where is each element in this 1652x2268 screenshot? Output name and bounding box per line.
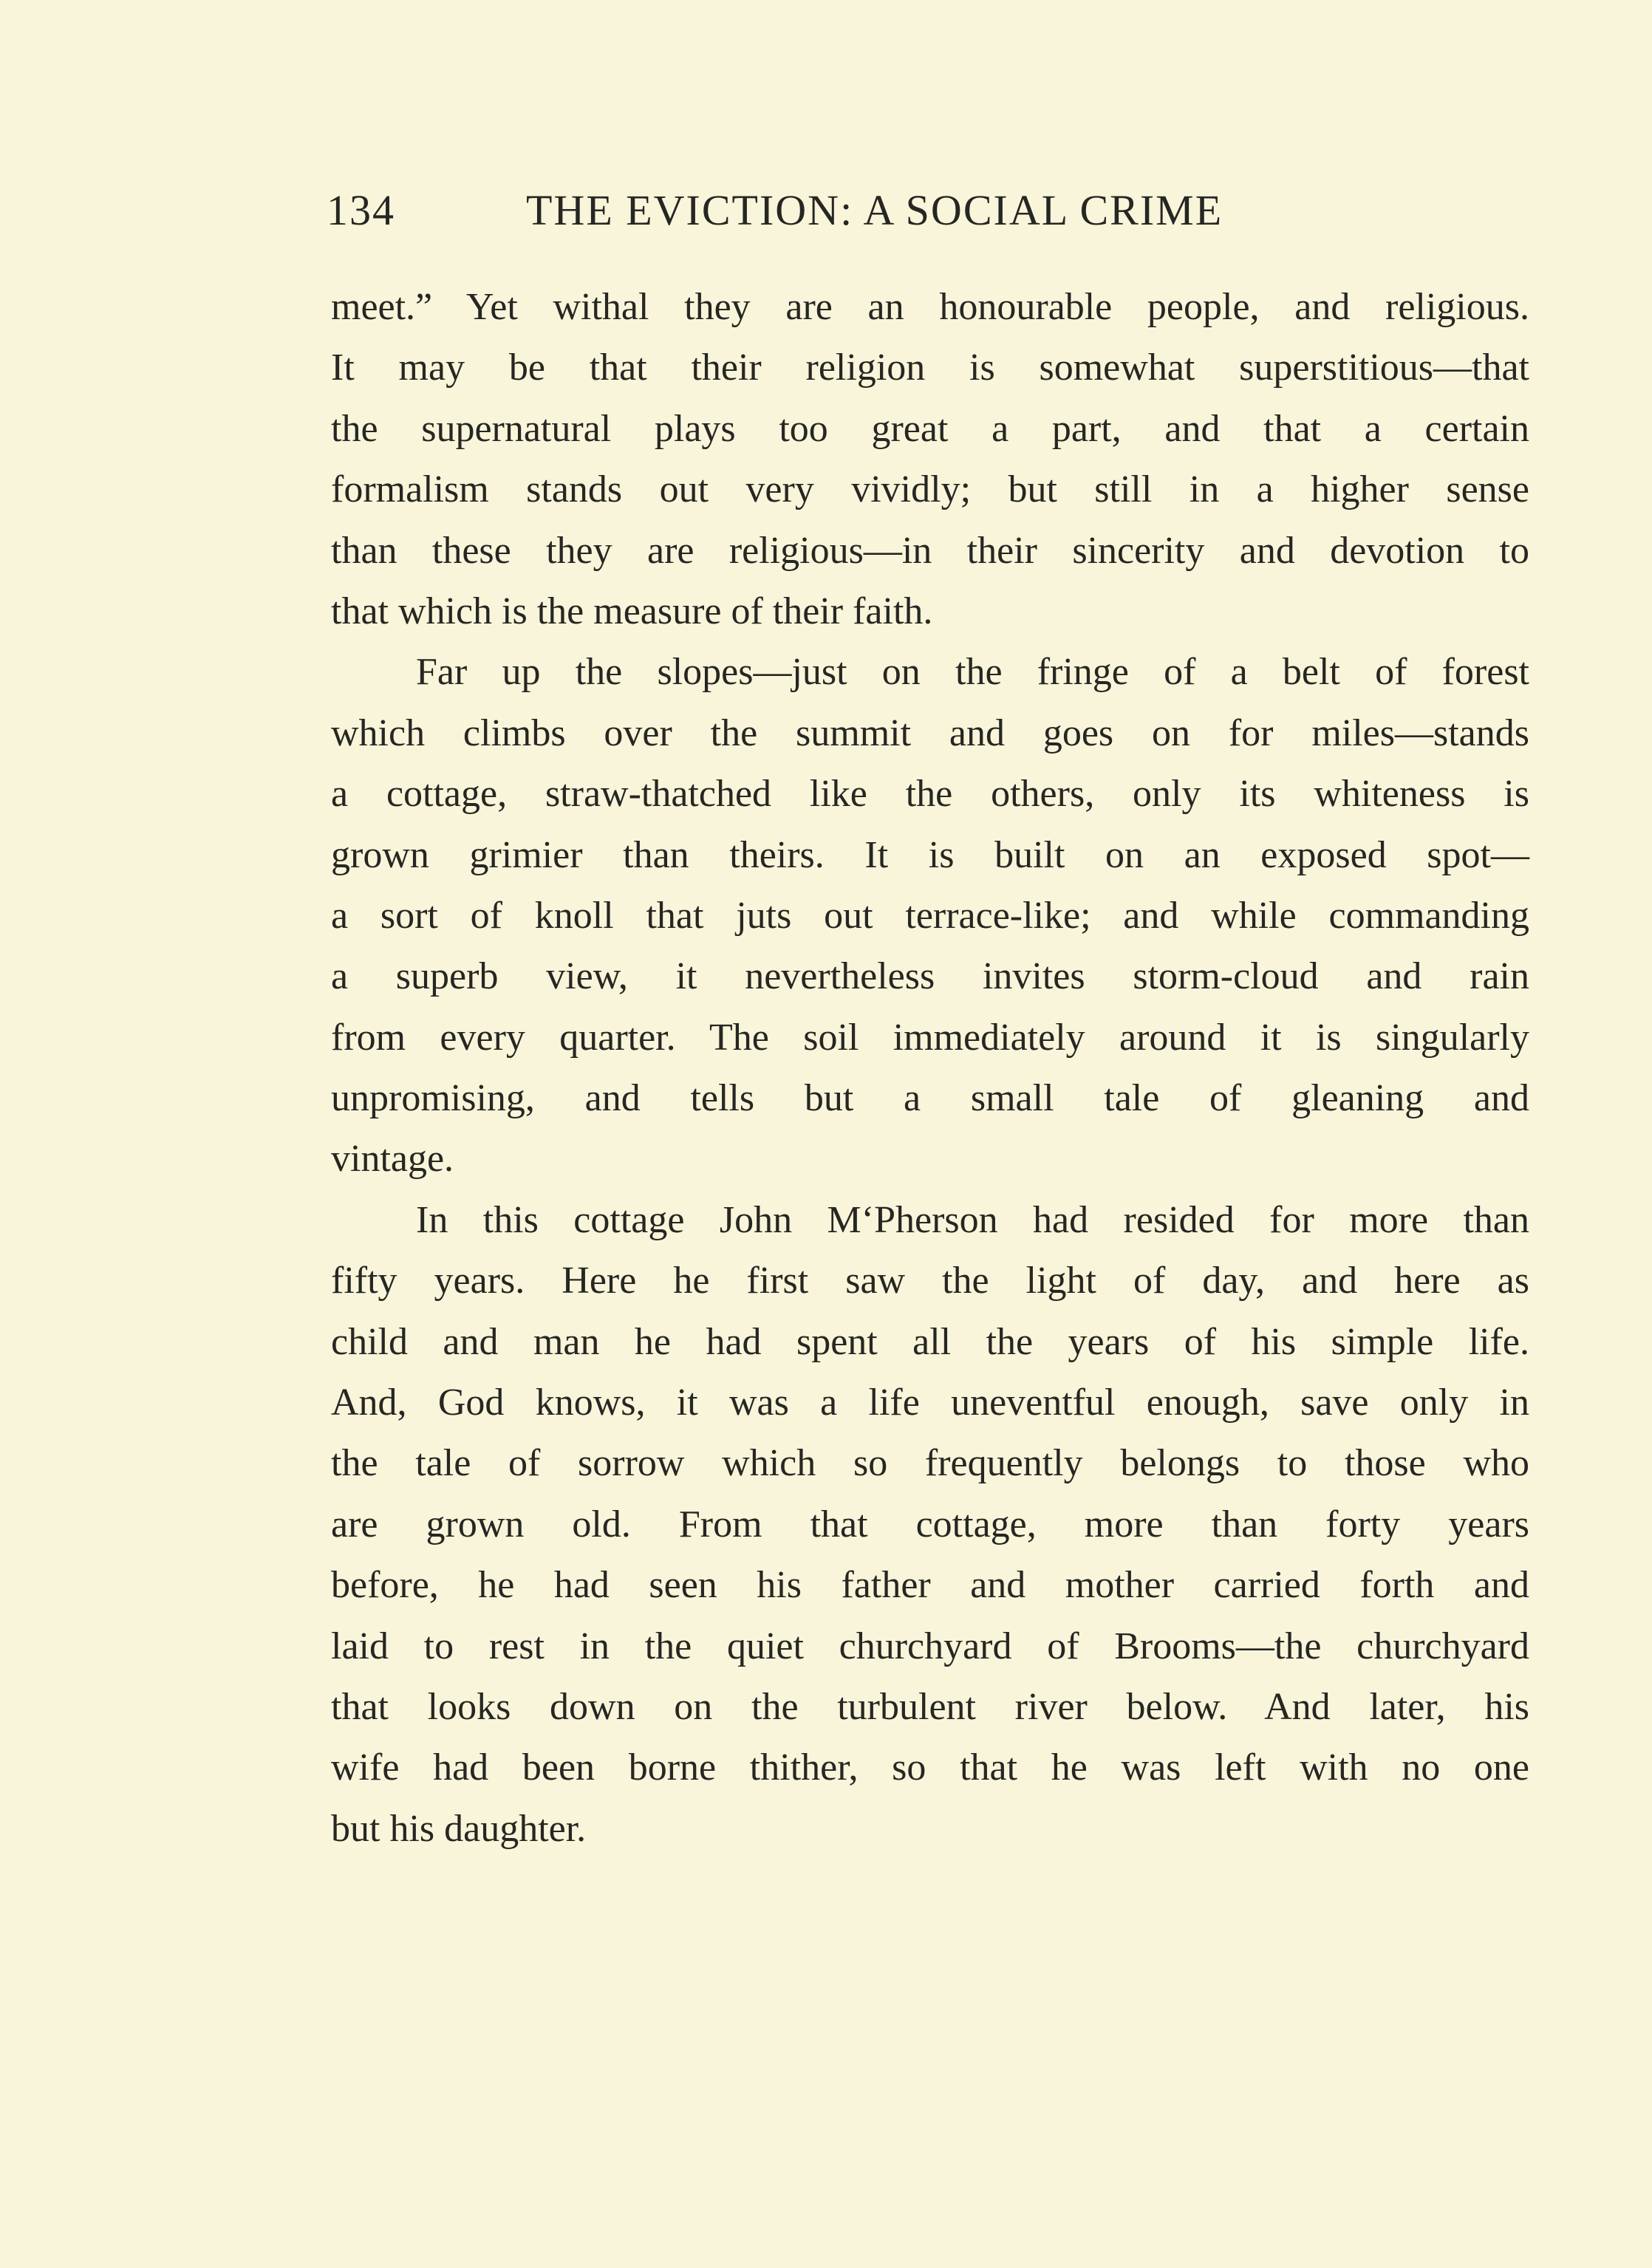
text-line: but his daughter. (331, 1807, 587, 1850)
text-line: And, God knows, it was a life uneventful enough, save only in (331, 1381, 1529, 1424)
text-line: grown grimier than theirs. It is built on an exposed spot— (331, 833, 1529, 876)
text-line: a sort of knoll that juts out terrace-like; and while commanding (331, 894, 1529, 937)
text-line: vintage. (331, 1138, 454, 1181)
text-line: a superb view, it nevertheless invites storm-cloud and rain (331, 955, 1529, 998)
text-line: that looks down on the turbulent river below. And later, his (331, 1685, 1529, 1728)
page-number: 134 (327, 186, 395, 234)
text-line: than these they are religious—in their sincerity and devotion to (331, 529, 1529, 572)
text-line: meet.” Yet withal they are an honourable people, and religious. (331, 286, 1529, 328)
text-line: that which is the measure of their faith. (331, 590, 933, 632)
text-line: unpromising, and tells but a small tale of gleaning and (331, 1077, 1529, 1120)
paragraph-1 (331, 277, 1529, 642)
text-line: child and man he had spent all the years of his simple life. (331, 1320, 1529, 1363)
text-line: are grown old. From that cottage, more than forty years (331, 1503, 1529, 1545)
text-line: the tale of sorrow which so frequently belongs to those who (331, 1442, 1529, 1485)
running-head (327, 181, 1331, 240)
text-line: from every quarter. The soil immediately around it is singularly (331, 1016, 1529, 1059)
paragraph-3 (331, 1190, 1529, 1859)
text-line: Far up the slopes—just on the fringe of a belt of forest (416, 651, 1529, 694)
running-title: THE EVICTION: A SOCIAL CRIME (526, 186, 1223, 234)
text-line: before, he had seen his father and mother carried forth and (331, 1564, 1529, 1607)
text-line: laid to rest in the quiet churchyard of Brooms—the churchyard (331, 1625, 1529, 1667)
paragraph-2 (331, 642, 1529, 1190)
text-line: It may be that their religion is somewhat superstitious—that (331, 346, 1529, 389)
body-text (331, 277, 1529, 1859)
text-line: the supernatural plays too great a part, and that a certain (331, 407, 1529, 450)
text-line: fifty years. Here he first saw the light of day, and here as (331, 1260, 1529, 1302)
text-line: a cottage, straw-thatched like the others, only its whiteness is (331, 773, 1529, 816)
text-line: which climbs over the summit and goes on for miles—stands (331, 711, 1529, 754)
text-line: formalism stands out very vividly; but still in a higher sense (331, 468, 1529, 511)
text-line: In this cottage John M‘Pherson had resided for more than (416, 1198, 1529, 1241)
text-line: wife had been borne thither, so that he was left with no one (331, 1746, 1529, 1789)
